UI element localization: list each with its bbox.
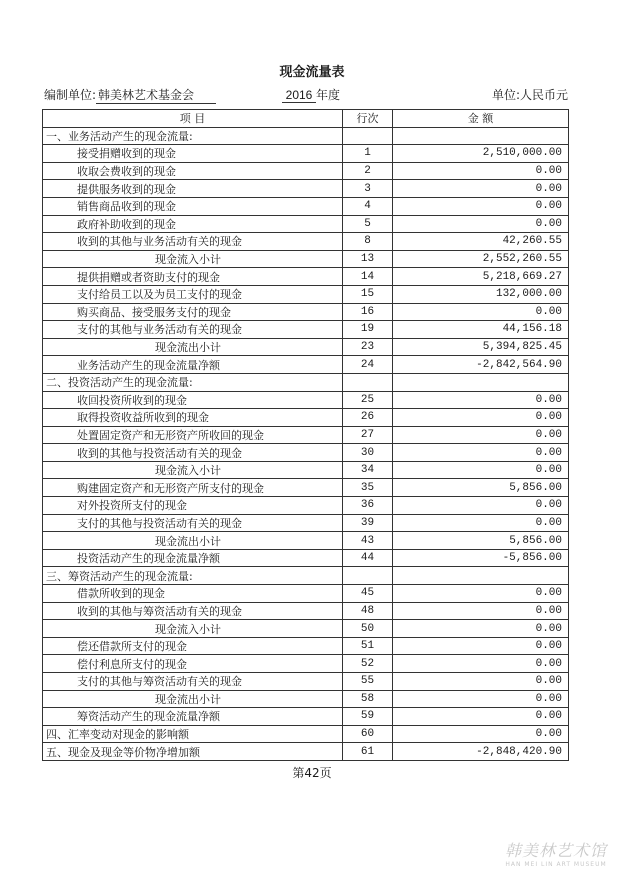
row-amount: 0.00: [393, 708, 569, 726]
row-amount: -2,848,420.90: [393, 743, 569, 761]
row-amount: 0.00: [393, 620, 569, 638]
watermark-logo: 韩美林艺术馆: [504, 841, 607, 860]
row-item: 收取会费收到的现金: [43, 162, 343, 180]
table-row: [43, 549, 569, 567]
row-line-no: 30: [343, 444, 393, 462]
row-line-no: 26: [343, 409, 393, 427]
row-amount: 0.00: [393, 409, 569, 427]
table-row: [43, 708, 569, 726]
row-item: 偿还借款所支付的现金: [43, 637, 343, 655]
table-row: [43, 673, 569, 691]
page-number: 第42页: [292, 766, 332, 780]
row-item: 偿付利息所支付的现金: [43, 655, 343, 673]
row-amount: 0.00: [393, 303, 569, 321]
row-amount: 0.00: [393, 673, 569, 691]
table-row: [43, 180, 569, 198]
row-amount: 5,394,825.45: [393, 338, 569, 356]
year-info: [282, 86, 340, 103]
row-line-no: 14: [343, 268, 393, 286]
table-header-row: [43, 110, 569, 128]
row-item: 支付的其他与筹资活动有关的现金: [43, 673, 343, 691]
row-amount: 5,218,669.27: [393, 268, 569, 286]
row-item: 支付给员工以及为员工支付的现金: [43, 285, 343, 303]
watermark-subtitle: HAN MEI LIN ART MUSEUM: [505, 861, 607, 868]
row-amount: 0.00: [393, 725, 569, 743]
row-line-no: 1: [343, 145, 393, 163]
row-item: 收到的其他与业务活动有关的现金: [43, 233, 343, 251]
row-item: 收回投资所收到的现金: [43, 391, 343, 409]
row-line-no: 5: [343, 215, 393, 233]
table-row: [43, 655, 569, 673]
table-row: [43, 145, 569, 163]
row-line-no: 43: [343, 532, 393, 550]
row-line-no: 58: [343, 690, 393, 708]
row-item: 接受捐赠收到的现金: [43, 145, 343, 163]
row-line-no: 2: [343, 162, 393, 180]
row-line-no: 51: [343, 637, 393, 655]
row-item: 投资活动产生的现金流量净额: [43, 549, 343, 567]
row-amount: 0.00: [393, 215, 569, 233]
row-item: 现金流出小计: [43, 690, 343, 708]
row-amount: 5,856.00: [393, 532, 569, 550]
row-item: 处置固定资产和无形资产所收回的现金: [43, 426, 343, 444]
row-amount: 132,000.00: [393, 285, 569, 303]
row-item: 现金流出小计: [43, 338, 343, 356]
row-item: 提供捐赠或者资助支付的现金: [43, 268, 343, 286]
table-row: [43, 338, 569, 356]
table-row: [43, 356, 569, 374]
row-item: 三、筹资活动产生的现金流量:: [43, 567, 343, 585]
row-line-no: 35: [343, 479, 393, 497]
row-amount: [393, 373, 569, 391]
year-suffix: 年度: [316, 88, 341, 102]
row-item: 支付的其他与业务活动有关的现金: [43, 321, 343, 339]
table-row: [43, 461, 569, 479]
row-line-no: 59: [343, 708, 393, 726]
table-row: [43, 743, 569, 761]
table-row: [43, 197, 569, 215]
museum-watermark: [496, 838, 616, 868]
row-amount: 0.00: [393, 655, 569, 673]
row-amount: 5,856.00: [393, 479, 569, 497]
row-item: 现金流出小计: [43, 532, 343, 550]
row-amount: 0.00: [393, 391, 569, 409]
table-row: [43, 162, 569, 180]
table-row: [43, 567, 569, 585]
table-row: [43, 373, 569, 391]
row-item: 现金流入小计: [43, 461, 343, 479]
table-row: [43, 690, 569, 708]
row-amount: 44,156.18: [393, 321, 569, 339]
row-line-no: 39: [343, 514, 393, 532]
org-value: 韩美林艺术基金会: [96, 86, 216, 104]
row-item: 现金流入小计: [43, 620, 343, 638]
table-row: [43, 409, 569, 427]
row-line-no: 4: [343, 197, 393, 215]
row-amount: [393, 127, 569, 145]
row-item: 现金流入小计: [43, 250, 343, 268]
row-line-no: 16: [343, 303, 393, 321]
row-item: 对外投资所支付的现金: [43, 497, 343, 515]
row-line-no: 50: [343, 620, 393, 638]
table-row: [43, 127, 569, 145]
row-line-no: 3: [343, 180, 393, 198]
table-row: [43, 285, 569, 303]
row-line-no: 15: [343, 285, 393, 303]
row-item: 政府补助收到的现金: [43, 215, 343, 233]
row-line-no: 45: [343, 585, 393, 603]
row-amount: 0.00: [393, 690, 569, 708]
table-row: [43, 426, 569, 444]
row-item: 收到的其他与投资活动有关的现金: [43, 444, 343, 462]
row-line-no: 8: [343, 233, 393, 251]
row-item: 支付的其他与投资活动有关的现金: [43, 514, 343, 532]
row-amount: 0.00: [393, 197, 569, 215]
table-row: [43, 215, 569, 233]
row-amount: 0.00: [393, 514, 569, 532]
row-line-no: 60: [343, 725, 393, 743]
table-row: [43, 532, 569, 550]
row-amount: 2,552,260.55: [393, 250, 569, 268]
table-row: [43, 497, 569, 515]
table-row: [43, 268, 569, 286]
row-amount: 0.00: [393, 162, 569, 180]
row-line-no: 25: [343, 391, 393, 409]
row-line-no: 52: [343, 655, 393, 673]
year-value: 2016: [282, 88, 316, 103]
row-line-no: 36: [343, 497, 393, 515]
row-item: 提供服务收到的现金: [43, 180, 343, 198]
row-line-no: 27: [343, 426, 393, 444]
row-amount: 0.00: [393, 637, 569, 655]
row-amount: 0.00: [393, 585, 569, 603]
row-line-no: 19: [343, 321, 393, 339]
col-header-amount: 金 额: [393, 110, 569, 128]
row-item: 二、投资活动产生的现金流量:: [43, 373, 343, 391]
row-item: 取得投资收益所收到的现金: [43, 409, 343, 427]
row-line-no: 34: [343, 461, 393, 479]
table-row: [43, 303, 569, 321]
row-item: 五、现金及现金等价物净增加额: [43, 743, 343, 761]
row-item: 购买商品、接受服务支付的现金: [43, 303, 343, 321]
row-item: 四、汇率变动对现金的影响额: [43, 725, 343, 743]
table-row: [43, 514, 569, 532]
row-line-no: 55: [343, 673, 393, 691]
row-amount: 0.00: [393, 180, 569, 198]
table-row: [43, 620, 569, 638]
row-line-no: [343, 567, 393, 585]
page-title: 现金流量表: [279, 65, 345, 80]
table-row: [43, 391, 569, 409]
col-header-item: 项 目: [43, 110, 343, 128]
row-item: 筹资活动产生的现金流量净额: [43, 708, 343, 726]
table-row: [43, 444, 569, 462]
table-row: [43, 250, 569, 268]
row-amount: 2,510,000.00: [393, 145, 569, 163]
table-row: [43, 637, 569, 655]
row-amount: -5,856.00: [393, 549, 569, 567]
row-line-no: [343, 373, 393, 391]
row-amount: 0.00: [393, 602, 569, 620]
row-amount: 0.00: [393, 461, 569, 479]
table-row: [43, 321, 569, 339]
row-line-no: 24: [343, 356, 393, 374]
table-row: [43, 479, 569, 497]
table-row: [43, 585, 569, 603]
row-item: 购建固定资产和无形资产所支付的现金: [43, 479, 343, 497]
unit-info: 单位:人民币元: [491, 88, 568, 102]
row-item: 销售商品收到的现金: [43, 197, 343, 215]
col-header-line: 行次: [343, 110, 393, 128]
row-amount: 0.00: [393, 426, 569, 444]
row-line-no: 61: [343, 743, 393, 761]
row-amount: 0.00: [393, 497, 569, 515]
table-row: [43, 602, 569, 620]
table-row: [43, 233, 569, 251]
row-item: 一、业务活动产生的现金流量:: [43, 127, 343, 145]
row-amount: [393, 567, 569, 585]
row-item: 业务活动产生的现金流量净额: [43, 356, 343, 374]
row-amount: 42,260.55: [393, 233, 569, 251]
row-amount: 0.00: [393, 444, 569, 462]
row-line-no: 48: [343, 602, 393, 620]
row-amount: -2,842,564.90: [393, 356, 569, 374]
row-item: 借款所收到的现金: [43, 585, 343, 603]
row-item: 收到的其他与筹资活动有关的现金: [43, 602, 343, 620]
cash-flow-table: [42, 109, 569, 761]
row-line-no: 13: [343, 250, 393, 268]
row-line-no: 23: [343, 338, 393, 356]
row-line-no: 44: [343, 549, 393, 567]
org-info: [44, 86, 216, 104]
org-label: 编制单位:: [44, 88, 97, 102]
table-row: [43, 725, 569, 743]
row-line-no: [343, 127, 393, 145]
